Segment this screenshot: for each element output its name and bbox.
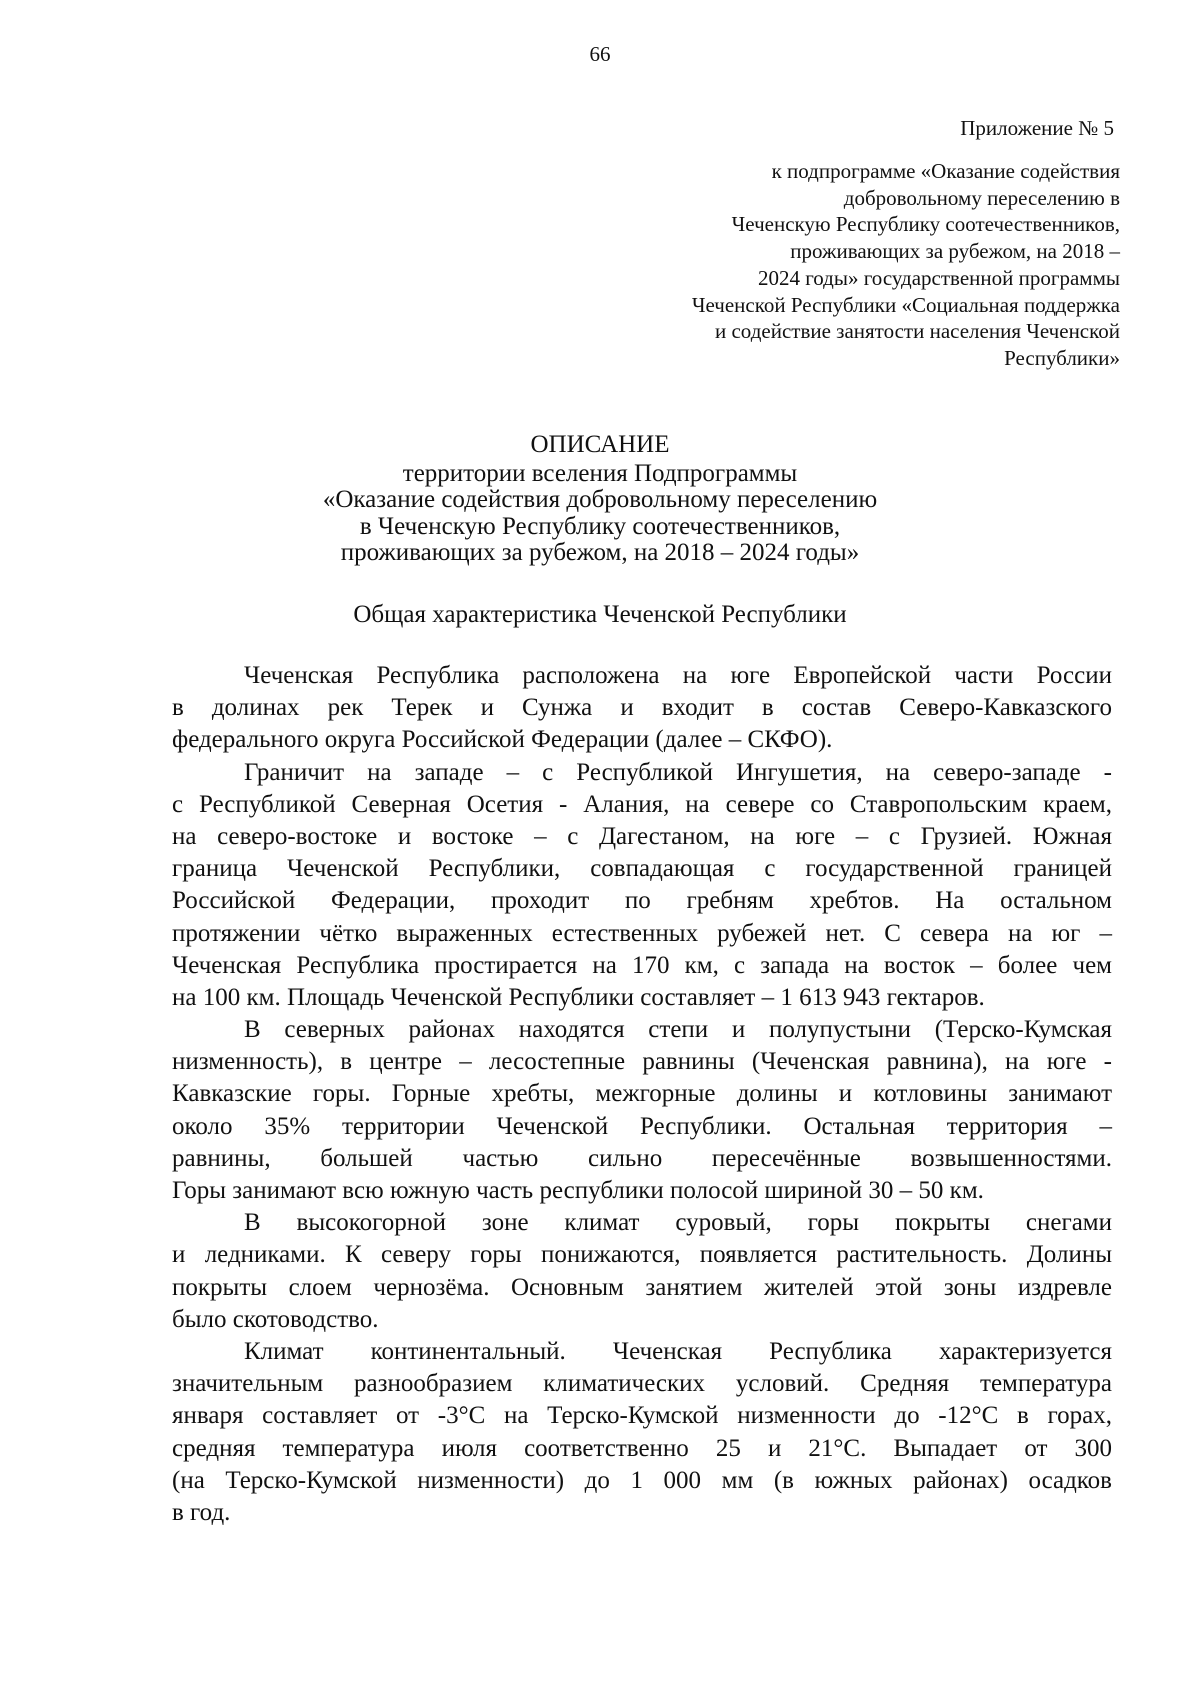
body-text <box>172 660 1112 1529</box>
text-line: средняя температура июля соответственно 25 и 21°С. Выпадает от 300 <box>172 1434 1112 1462</box>
text-line: с Республикой Северная Осетия - Алания, на севере со Ставропольским краем, <box>172 790 1112 818</box>
text-line: Чеченская Республика простирается на 170 км, с запада на восток – более чем <box>172 951 1112 979</box>
document-subtitle-line: территории вселения Подпрограммы <box>402 460 798 487</box>
appendix-note-line: Чеченскую Республику соотечественников, <box>731 212 1120 237</box>
document-subtitle-line: проживающих за рубежом, на 2018 – 2024 годы» <box>340 538 860 566</box>
section-heading: Общая характеристика Чеченской Республики <box>353 601 847 628</box>
paragraph-location <box>172 660 1112 757</box>
paragraph-borders <box>172 757 1112 1015</box>
document-subtitle <box>0 461 1200 566</box>
appendix-note-line: 2024 годы» государственной программы <box>757 265 1120 290</box>
text-line: на 100 км. Площадь Чеченской Республики составляет – 1 613 943 гектаров. <box>172 983 985 1011</box>
text-line: на северо-востоке и востоке – с Дагестаном, на юге – с Грузией. Южная <box>172 822 1112 850</box>
text-line: значительным разнообразием климатических условий. Средняя температура <box>172 1370 1112 1398</box>
text-line: В высокогорной зоне климат суровый, горы покрыты снегами <box>244 1209 1112 1237</box>
page-number: 66 <box>589 42 611 66</box>
text-line: в долинах рек Терек и Сунжа и входит в состав Северо-Кавказского <box>172 694 1112 722</box>
paragraph-climate <box>172 1336 1112 1529</box>
document-title: ОПИСАНИЕ <box>530 431 670 458</box>
text-line: Кавказские горы. Горные хребты, межгорные долины и котловины занимают <box>172 1080 1112 1108</box>
text-line: января составляет от -3°С на Терско-Кумской низменности до -12°С в горах, <box>172 1402 1112 1430</box>
text-line: Климат континентальный. Чеченская Республика характеризуется <box>244 1337 1112 1365</box>
text-line: было скотоводство. <box>172 1305 379 1333</box>
text-line: в год. <box>172 1498 231 1526</box>
appendix-note-line: Республики» <box>1004 345 1120 370</box>
appendix-note-line: Чеченской Республики «Социальная поддержка <box>691 292 1120 317</box>
appendix-note-line: добровольному переселению в <box>843 185 1120 210</box>
text-line: покрыты слоем чернозёма. Основным занятием жителей этой зоны издревле <box>172 1273 1112 1301</box>
appendix-note-line: к подпрограмме «Оказание содействия <box>771 159 1120 183</box>
text-line: (на Терско-Кумской низменности) до 1 000 мм (в южных районах) осадков <box>172 1466 1112 1494</box>
text-line: граница Чеченской Республики, совпадающая с государственной границей <box>172 855 1112 883</box>
text-line: около 35% территории Чеченской Республики. Остальная территория – <box>172 1112 1112 1140</box>
text-line: Горы занимают всю южную часть республики полосой шириной 30 – 50 км. <box>172 1177 984 1204</box>
text-line: низменность), в центре – лесостепные равнины (Чеченская равнина), на юге - <box>172 1048 1112 1076</box>
appendix-title: Приложение № 5 <box>960 116 1114 140</box>
text-line: протяжении чётко выраженных естественных рубежей нет. С севера на юг – <box>172 919 1112 947</box>
text-line: Чеченская Республика расположена на юге Европейской части России <box>244 662 1112 689</box>
text-line: Российской Федерации, проходит по гребням хребтов. На остальном <box>172 887 1112 915</box>
document-subtitle-line: в Чеченскую Республику соотечественников, <box>359 512 841 540</box>
text-line: и ледниками. К северу горы понижаются, появляется растительность. Долины <box>172 1241 1112 1269</box>
document-subtitle-line: «Оказание содействия добровольному переселению <box>322 486 878 514</box>
paragraph-relief <box>172 1014 1112 1207</box>
text-line: В северных районах находятся степи и полупустыни (Терско-Кумская <box>244 1016 1112 1044</box>
text-line: федерального округа Российской Федерации (далее – СКФО). <box>172 726 833 754</box>
text-line: равнины, большей частью сильно пересечённые возвышенностями. <box>172 1144 1112 1172</box>
text-line: Граничит на западе – с Республикой Ингушетия, на северо-западе - <box>244 758 1112 786</box>
appendix-note-line: и содействие занятости населения Чеченской <box>715 319 1120 344</box>
paragraph-highlands <box>172 1207 1112 1336</box>
appendix-note-line: проживающих за рубежом, на 2018 – <box>790 239 1120 264</box>
appendix-note <box>600 158 1120 372</box>
